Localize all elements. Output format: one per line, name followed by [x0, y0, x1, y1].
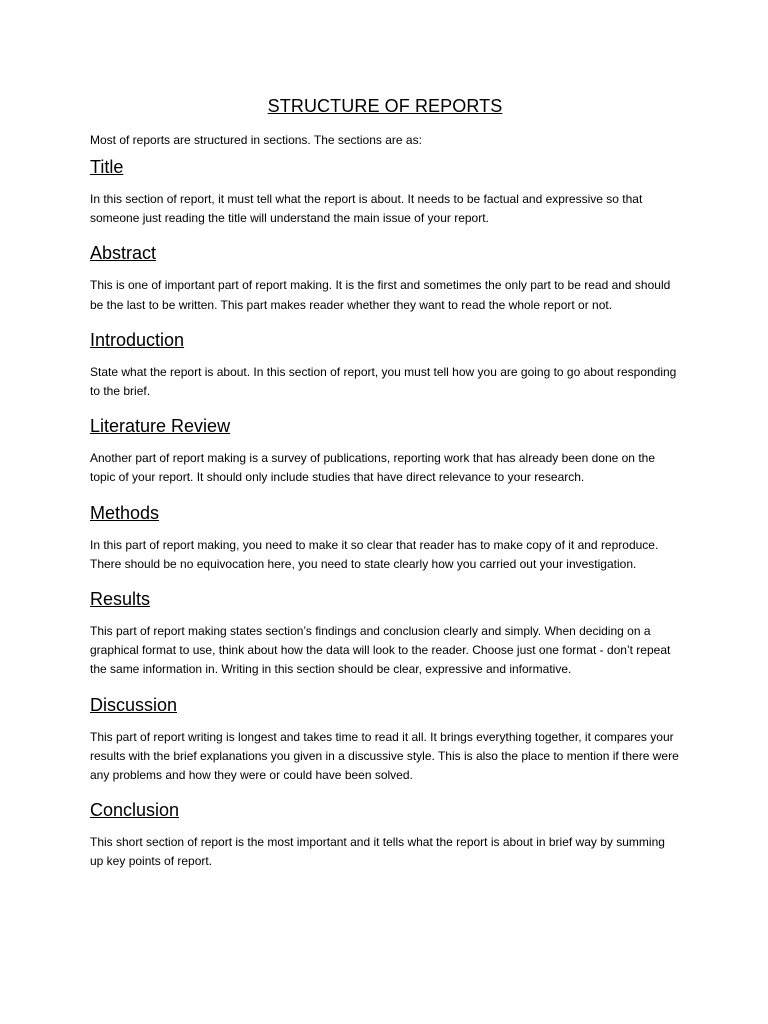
section-body: Another part of report making is a survey of publications, reporting work that has already been done on the topic of your report. It should only include studies that have direct relevance to your research. [90, 451, 655, 485]
section-literature-review [90, 415, 680, 487]
section-heading: Literature Review [90, 416, 231, 437]
section-body: This part of report writing is longest and takes time to read it all. It brings everything together, it compares your results with the brief explanations you given in a discussive style. This is also the place to mention if there were any problems and how they were or could have been solved. [90, 729, 679, 783]
section-introduction [90, 329, 680, 401]
section-methods [90, 502, 680, 574]
section-heading: Conclusion [90, 800, 180, 821]
section-heading: Abstract [90, 243, 157, 264]
intro-paragraph: Most of reports are structured in sections. The sections are as: [90, 133, 422, 147]
section-title [90, 156, 680, 228]
section-body: This short section of report is the most important and it tells what the report is about in brief way by summing up key points of report. [90, 835, 665, 869]
section-body: This is one of important part of report making. It is the first and sometimes the only part to be read and should be the last to be written. This part makes reader whether they want to read the whole report or not. [90, 278, 671, 312]
section-discussion [90, 694, 680, 786]
section-heading: Introduction [90, 329, 185, 350]
document-title: STRUCTURE OF REPORTS [267, 96, 503, 116]
section-heading: Results [90, 589, 151, 610]
section-body: State what the report is about. In this section of report, you must tell how you are going to go about responding to the brief. [90, 364, 677, 399]
section-body: In this part of report making, you need to make it so clear that reader has to make copy of it and reproduce. There should be no equivocation here, you need to state clearly how you carried out your investigation. [90, 537, 659, 571]
section-abstract [90, 242, 680, 314]
section-results [90, 588, 680, 680]
section-body: This part of report making states section’s findings and conclusion clearly and simply. When deciding on a graphical format to use, think about how the data will look to the reader. Choose just one format - don’t repeat the same information in. Writing in this section should be clear, expressive and informative. [90, 624, 671, 677]
section-heading: Discussion [90, 694, 178, 715]
section-body: In this section of report, it must tell what the report is about. It needs to be factual and expressive so that someone just reading the title will understand the main issue of your report. [90, 192, 643, 226]
section-heading: Methods [90, 502, 160, 523]
section-heading: Title [90, 157, 124, 177]
section-conclusion [90, 799, 680, 871]
